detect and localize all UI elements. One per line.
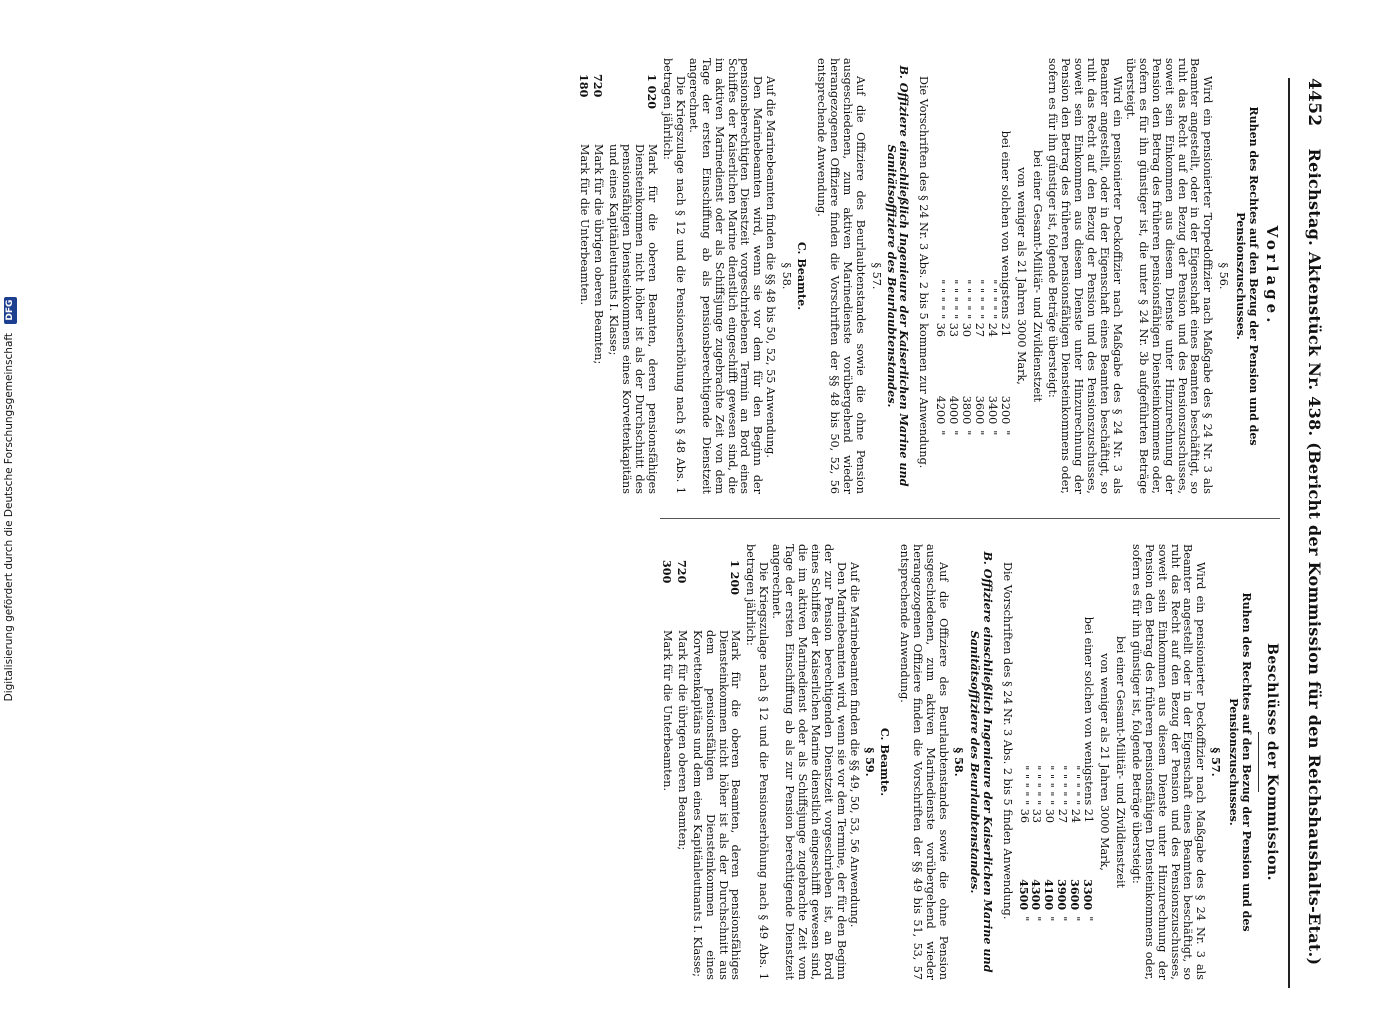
document-page (20, 18, 1324, 1018)
beschluesse-pay-table (1017, 544, 1094, 980)
pension-amount: 720 (674, 560, 689, 584)
beschluesse-heading: Beschlüsse der Kommission. (1264, 643, 1280, 881)
beschluesse-subsection-b: B. Offiziere einschließlich Ingenieure der Kaiserlichen Marine und Sanitätsoffiziere des Beurlaubtenstandes. (967, 551, 995, 973)
vorlage-table-first: von weniger als 21 Jahren 3000 Mark, (1014, 167, 1028, 385)
vorlage-p57-text: Auf die Offiziere des Beurlaubtenstandes sowie die ohne Pension ausgeschiedenen, zum aktiven Marinedienste vorübergehend wieder herangezogenen Offiziere finden die Vorschriften der §§ 48 bis 50, 52, 56 entsprechende Anwendung. (815, 58, 867, 494)
table-age: " " " " " 36 (1017, 765, 1031, 824)
table-unit: " (1017, 916, 1031, 922)
vorlage-pay-table (933, 58, 1010, 494)
table-unit: " (934, 430, 948, 436)
table-unit: " (998, 430, 1012, 436)
pension-text: Mark für die oberen Beamten, deren pensionsfähiges Diensteinkommen nicht höher ist als der Durchschnitt aus dem pensionsfähigen Diensteinkommen eines Korvettenkapitäns und dem eines Kapitänleutnants I. Klasse; (690, 630, 743, 980)
table-unit: " (1056, 916, 1070, 922)
table-unit: " (1030, 916, 1044, 922)
table-unit: " (972, 430, 986, 436)
table-unit: " (1043, 916, 1057, 922)
digitization-footer (0, 0, 18, 1000)
beschluesse-p58-text: Auf die Offiziere des Beurlaubtenstandes sowie die ohne Pension ausgeschiedenen, zum aktiven Marinedienste vorübergehend wieder herangezogenen Offiziere finden die Vorschriften der §§ 49 bis 51, 53, 57 entsprechende Anwendung. (898, 544, 951, 980)
beschluesse-p59-text-2: Den Marinebeamten wird, wenn sie vor dem Termine, der für den Beginn der zur Pension berechtigenden Dienstzeit vorgeschrieben ist, an Bord eines Schiffes der Kaiserlichen Marine dienstlich eingeschifft gewesen sind, die im aktiven Marinedienst oder als Schiffsjunge zugebrachte Zeit vom Tage der ersten Einschiffung ab als zur Pension berechtigende Dienstzeit angerechnet. (770, 544, 848, 980)
table-unit: " (960, 430, 974, 436)
table-amount: 3600 (972, 395, 986, 425)
table-amount: 3800 (960, 395, 974, 425)
pension-amount: 1 020 (645, 74, 660, 110)
vorlage-pension-list (577, 74, 658, 494)
column-vorlage (575, 58, 1280, 494)
footer-text: Digitalisierung gefördert durch die Deutsche Forschungsgemeinschaft (3, 332, 15, 702)
pension-amount: 300 (659, 560, 674, 584)
table-amount: 3400 (985, 395, 999, 425)
table-age: " " " " " 33 (1030, 765, 1044, 824)
pension-text: Mark für die Unterbeamten. (660, 630, 674, 792)
table-amount: 4300 (1029, 879, 1044, 911)
vorlage-p56-text-1: Wird ein pensionierter Torpedoffizier nach Maßgabe des § 24 Nr. 3 als Beamter angestellt, oder in der Eigenschaft eines Beamten beschäftigt, so ruht das Recht auf den Bezug der Pension und des Pensionszuschusses, soweit sein Einkommen aus diesem Dienste unter Hinzurechnung der Pension den Betrag des früheren pensionsfähigen Diensteinkommens oder, sofern es für ihn günstiger ist, die unter § 24 Nr. 3b aufgeführten Beträge übersteigt. (1123, 58, 1215, 494)
table-row (1017, 544, 1030, 980)
beschluesse-table-tail: Die Vorschriften des § 24 Nr. 3 Abs. 2 bis 5 finden Anwendung. (1000, 562, 1014, 920)
vorlage-subsection-b: B. Offiziere einschließlich Ingenieure der Kaiserlichen Marine und Sanitätsoffiziere des Beurlaubtenstandes. (884, 65, 912, 487)
footer-text-wrap (0, 10, 18, 988)
column-divider (660, 518, 1280, 519)
table-age: " " " " " 36 (934, 279, 948, 338)
table-age: " " " " " 27 (972, 279, 986, 338)
table-row (959, 58, 972, 494)
pension-amount: 180 (576, 74, 591, 98)
list-item (607, 74, 659, 494)
page-number: 4452 (1304, 78, 1324, 127)
table-row (985, 58, 998, 494)
beschluesse-table-intro: bei einer Gesamt-Militär- und Zivildienstzeit (1113, 635, 1127, 889)
vorlage-p58-text-1: Auf die Marinebeamten finden die §§ 48 bis 50, 52, 55 Anwendung. (764, 76, 778, 458)
list-item (660, 560, 673, 980)
pension-amount: 720 (591, 74, 606, 98)
table-amount: 4000 (947, 395, 961, 425)
table-amount: 3900 (1055, 879, 1070, 911)
running-title: Reichstag. Aktenstück Nr. 438. (Bericht der Kommission für den Reichshaushalts-Etat.) (1305, 148, 1324, 966)
table-amount: 4500 (1016, 879, 1031, 911)
vorlage-para-56: § 56. (1217, 262, 1231, 290)
vorlage-section-title: Ruhen des Rechtes auf den Bezug der Pension und des Pensionszuschusses. (1234, 106, 1261, 446)
column-beschluesse (658, 544, 1280, 980)
table-row (998, 58, 1011, 494)
table-row (1068, 544, 1081, 980)
table-age: bei einer solchen von wenigstens 21 (998, 130, 1012, 338)
list-item (577, 74, 590, 494)
table-row (1030, 544, 1043, 980)
table-unit: " (947, 430, 961, 436)
beschluesse-para-57: § 57. (1209, 747, 1224, 777)
heading-rule (1258, 732, 1259, 792)
table-unit: " (1082, 916, 1096, 922)
dfg-logo: DFG (4, 297, 17, 324)
table-age: " " " " " 24 (985, 279, 999, 338)
table-amount: 3300 (1081, 879, 1096, 911)
pension-text: Mark für die oberen Beamten, deren pensionsfähiges Diensteinkommen nicht höher ist als der Durchschnitt des pensionsfähigen Diensteinkommens eines Korvettenkapitäns und eines Kapitänleutnants I. Klasse; (607, 144, 660, 494)
table-age: " " " " " 27 (1056, 765, 1070, 824)
beschluesse-p59-text-1: Auf die Marinebeamten finden die §§ 49, 50, 53, 56 Anwendung. (847, 562, 861, 928)
table-row (933, 58, 946, 494)
beschluesse-para-58: § 58. (951, 747, 966, 777)
beschluesse-section-title: Ruhen des Rechtes auf den Bezug der Pension und des Pensionszuschusses. (1227, 592, 1254, 932)
table-age: " " " " " 24 (1069, 765, 1083, 824)
table-unit: " (1069, 916, 1083, 922)
table-amount: 3600 (1068, 879, 1083, 911)
table-age: bei einer solchen von wenigstens 21 (1082, 616, 1096, 824)
list-item (690, 560, 742, 980)
vorlage-p58-text-3: Die Kriegszulage nach § 12 und die Pensionserhöhung nach § 48 Abs. 1 betragen jährlich: (661, 58, 687, 494)
table-row (946, 58, 959, 494)
list-item (675, 560, 688, 980)
pension-text: Mark für die übrigen oberen Beamten; (675, 630, 689, 851)
table-row (1081, 544, 1094, 980)
table-age: " " " " " 30 (960, 279, 974, 338)
beschluesse-p59-text-3: Die Kriegszulage nach § 12 und die Pensionserhöhung nach § 49 Abs. 1 betragen jährlich: (744, 544, 771, 980)
table-row (1043, 544, 1056, 980)
pension-text: Mark für die übrigen oberen Beamten; (592, 144, 606, 365)
vorlage-para-58: § 58. (780, 262, 794, 290)
pension-amount: 1 200 (728, 560, 743, 596)
vorlage-subsection-c: C. Beamte. (795, 241, 810, 311)
beschluesse-table-first: von weniger als 21 Jahren 3000 Mark, (1098, 653, 1112, 871)
page-header (1288, 78, 1324, 988)
table-amount: 4200 (934, 395, 948, 425)
table-amount: 3200 (998, 395, 1012, 425)
beschluesse-pension-list (660, 560, 741, 980)
table-row (1055, 544, 1068, 980)
vorlage-p56-text-2: Wird ein pensionierter Deckoffizier nach Maßgabe des § 24 Nr. 3 als Beamter angestellt, oder in der Eigenschaft eines Beamten beschäftigt, so ruht das Recht auf den Bezug der Pension und des Pensionszuschusses, soweit sein Einkommen aus diesem Dienste unter Hinzurechnung der Pension den Betrag des früheren pensionsfähigen Diensteinkommens oder, sofern es für ihn günstiger ist, folgende Beträge übersteigt: (1046, 58, 1125, 494)
table-age: " " " " " 33 (947, 279, 961, 338)
pension-text: Mark für die Unterbeamten. (577, 144, 591, 306)
list-item (592, 74, 605, 494)
table-unit: " (985, 430, 999, 436)
table-age: " " " " " 30 (1043, 765, 1057, 824)
vorlage-table-tail: Die Vorschriften des § 24 Nr. 3 Abs. 2 bis 5 kommen zur Anwendung. (917, 76, 931, 469)
beschluesse-subsection-c: C. Beamte. (878, 727, 893, 797)
vorlage-para-57: § 57. (869, 262, 883, 290)
beschluesse-p57-text: Wird ein pensionierter Deckoffizier nach Maßgabe des § 24 Nr. 3 als Beamter angestellt oder in der Eigenschaft eines Beamten beschäftigt, so ruht das Recht auf den Bezug der Pension und des Pensionszuschusses, soweit sein Einkommen aus diesem Dienste unter Hinzurechnung der Pension den Betrag des früheren pensionsfähigen Diensteinkommens oder, sofern es für ihn günstiger ist, folgende Beträge übersteigt: (1129, 544, 1208, 980)
table-row (972, 58, 985, 494)
vorlage-table-intro: bei einer Gesamt-Militär- und Zivildienstzeit (1030, 149, 1044, 403)
vorlage-p58-text-2: Den Marinebeamten wird, wenn sie vor dem für den Beginn der pensionsberechtigten Dienstzeit vorgeschriebenen Termin an Bord eines Schiffes der Kaiserlichen Marine dienstlich eingeschifft gewesen sind, die im aktiven Marinedienst oder als Schiffsjunge zugebrachte Zeit von dem Tage der ersten Einschiffung ab als pensionsberechtigende Dienstzeit angerechnet. (686, 58, 765, 494)
vorlage-heading: Vorlage. (1263, 225, 1281, 327)
beschluesse-para-59: § 59. (862, 747, 877, 777)
table-amount: 4100 (1042, 879, 1057, 911)
